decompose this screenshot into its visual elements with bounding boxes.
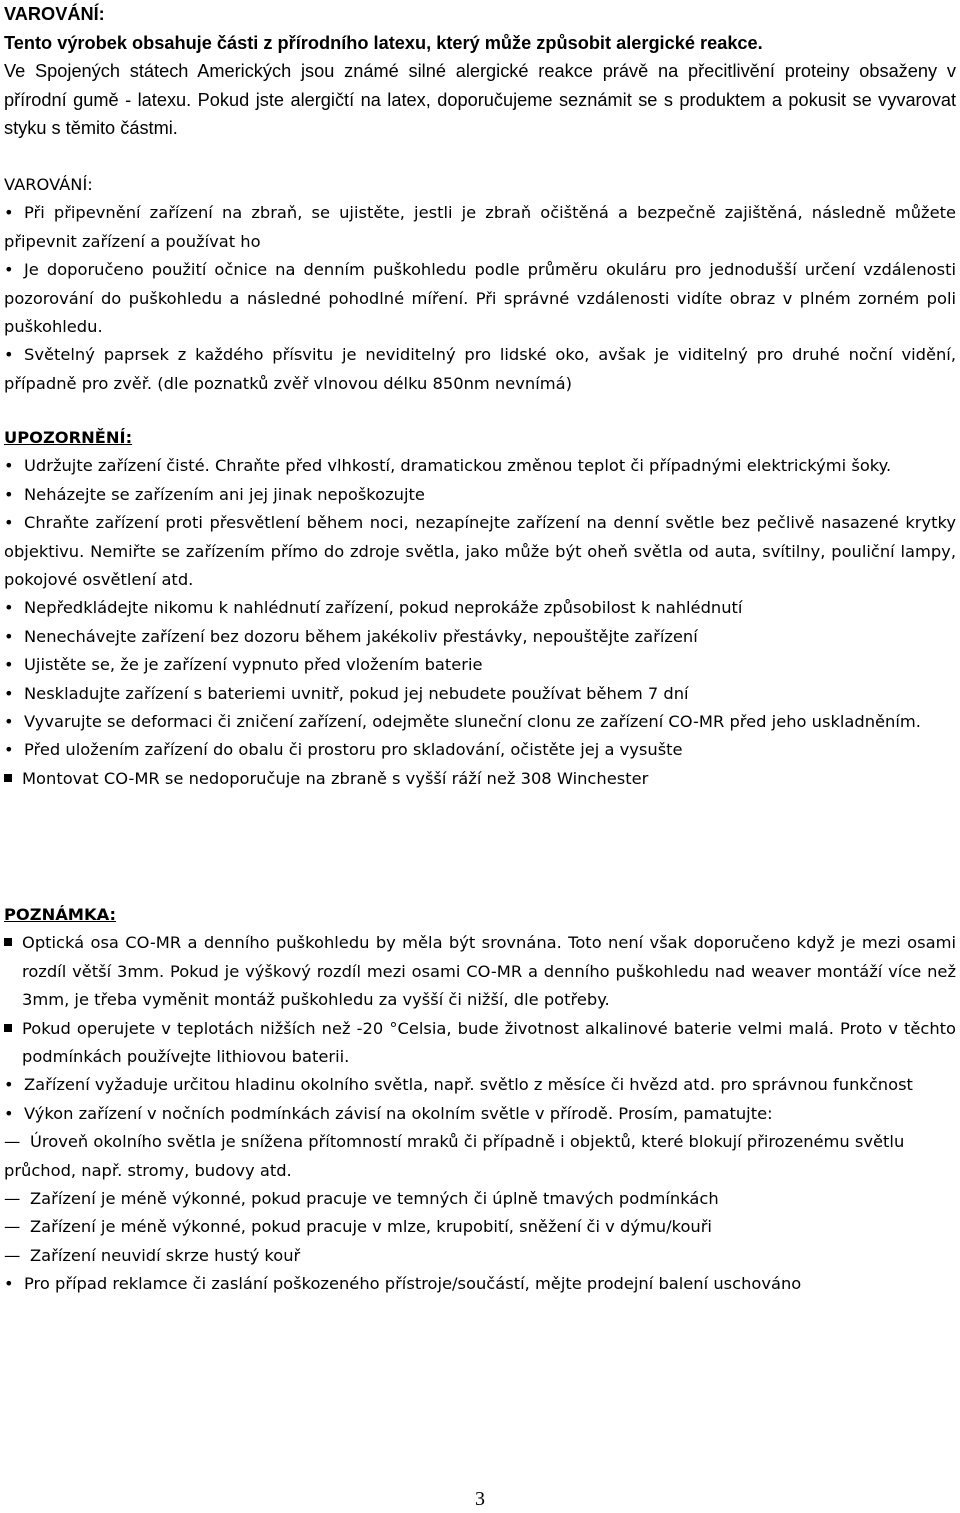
warning-item: • Světelný paprsek z každého přísvitu je neviditelný pro lidské oko, avšak je viditelný pro druhé noční vidění, případně pro zvěř. (dle poznatků zvěř vlnovou délku 850nm nevnímá) [4,341,956,398]
square-bullet-icon [4,1024,12,1032]
caution-square-item: Montovat CO-MR se nedoporučuje na zbraně s vyšší ráží než 308 Winchester [4,765,956,793]
dash-icon: — [4,1217,21,1237]
caution-item: • Ujistěte se, že je zařízení vypnuto před vložením baterie [4,651,956,679]
latex-warning-heading: VAROVÁNÍ: [4,4,105,24]
note-heading: POZNÁMKA: [4,905,117,924]
bullet-icon: • [4,683,14,703]
latex-warning-section [4,0,956,143]
bullet-icon: • [4,203,14,223]
note-item: • Zařízení vyžaduje určitou hladinu okolního světla, např. světlo z měsíce či hvězd atd. pro správnou funkčnost [4,1071,956,1099]
caution-section [4,424,956,793]
bullet-icon: • [4,513,14,533]
note-dash-item: — Zařízení je méně výkonné, pokud pracuje v mlze, krupobití, sněžení či v dýmu/kouři [4,1213,956,1241]
caution-heading: UPOZORNĚNÍ: [4,428,133,447]
bullet-icon: • [4,626,14,646]
warning-item: • Je doporučeno použití očnice na denním puškohledu podle průměru okuláru pro jednodušší určení vzdálenosti pozorování do puškohledu a následné pohodlné míření. Při správné vzdálenosti vidíte obraz v plném zorném poli puškohledu. [4,256,956,341]
caution-item: • Neházejte se zařízením ani jej jinak nepoškozujte [4,481,956,509]
bullet-icon: • [4,484,14,504]
bullet-icon: • [4,655,14,675]
warning-heading: VAROVÁNÍ: [4,175,93,194]
bullet-icon: • [4,456,14,476]
caution-item: • Udržujte zařízení čisté. Chraňte před vlhkostí, dramatickou změnou teplot či případnými elektrickými šoky. [4,452,956,480]
square-bullet-icon [4,774,12,782]
bullet-icon: • [4,1274,14,1294]
note-item: • Výkon zařízení v nočních podmínkách závisí na okolním světle v přírodě. Prosím, pamatujte: [4,1100,956,1128]
bullet-icon: • [4,712,14,732]
caution-item: • Chraňte zařízení proti přesvětlení během noci, nezapínejte zařízení na denní světle bez pečlivě nasazené krytky objektivu. Nemiřte se zařízením přímo do zdroje světla, jako může být oheň světla od auta, svítilny, pouliční lampy, pokojové osvětlení atd. [4,509,956,594]
note-dash-item: — Zařízení je méně výkonné, pokud pracuje ve temných či úplně tmavých podmínkách [4,1185,956,1213]
caution-item: • Vyvarujte se deformaci či zničení zařízení, odejměte sluneční clonu ze zařízení CO-MR před jeho uskladněním. [4,708,956,736]
latex-warning-text: Ve Spojených státech Amerických jsou známé silné alergické reakce právě na přecitlivění proteiny obsaženy v přírodní gumě - latexu. Pokud jste alergičtí na latex, doporučujeme seznámit se s produktem a pokusit se vyvarovat styku s těmito částmi. [4,61,956,138]
caution-item: • Před uložením zařízení do obalu či prostoru pro skladování, očistěte jej a vysušte [4,736,956,764]
caution-item: • Nepředkládejte nikomu k nahlédnutí zařízení, pokud neprokáže způsobilost k nahlédnutí [4,594,956,622]
bullet-icon: • [4,260,14,280]
dash-icon: — [4,1245,21,1265]
caution-item: • Neskladujte zařízení s bateriemi uvnitř, pokud jej nebudete používat během 7 dní [4,680,956,708]
bullet-icon: • [4,1103,14,1123]
bullet-icon: • [4,598,14,618]
warning-section [4,171,956,398]
bullet-icon: • [4,740,14,760]
page-number: 3 [475,1488,485,1510]
dash-icon: — [4,1189,21,1209]
note-section [4,901,956,1299]
note-square-item: Optická osa CO-MR a denního puškohledu by měla být srovnána. Toto není však doporučeno když je mezi osami rozdíl větší 3mm. Pokud je výškový rozdíl mezi osami CO-MR a denního puškohledu nad weaver montáží více než 3mm, je třeba vyměnit montáž puškohledu za vyšší či nižší, dle potřeby. [4,929,956,1014]
note-square-item: Pokud operujete v teplotách nižších než -20 °Celsia, bude životnost alkalinové baterie velmi malá. Proto v těchto podmínkách používejte lithiovou baterii. [4,1015,956,1072]
note-dash-item: — Zařízení neuvidí skrze hustý kouř [4,1242,956,1270]
bullet-icon: • [4,1075,14,1095]
warning-item: • Při připevnění zařízení na zbraň, se ujistěte, jestli je zbraň očištěná a bezpečně zajištěná, následně můžete připevnit zařízení a používat ho [4,199,956,256]
note-dash-item: — Úroveň okolního světla je snížena přítomností mraků či případně i objektů, které blokují přirozenému světlu průchod, např. stromy, budovy atd. [4,1128,956,1185]
square-bullet-icon [4,938,12,946]
latex-warning-bold-line: Tento výrobek obsahuje části z přírodního latexu, který může způsobit alergické reakce. [4,32,763,53]
note-item: • Pro případ reklamce či zaslání poškozeného přístroje/součástí, mějte prodejní balení uschováno [4,1270,956,1298]
bullet-icon: • [4,345,14,365]
caution-item: • Nenechávejte zařízení bez dozoru během jakékoliv přestávky, nepouštějte zařízení [4,623,956,651]
dash-icon: — [4,1132,21,1152]
